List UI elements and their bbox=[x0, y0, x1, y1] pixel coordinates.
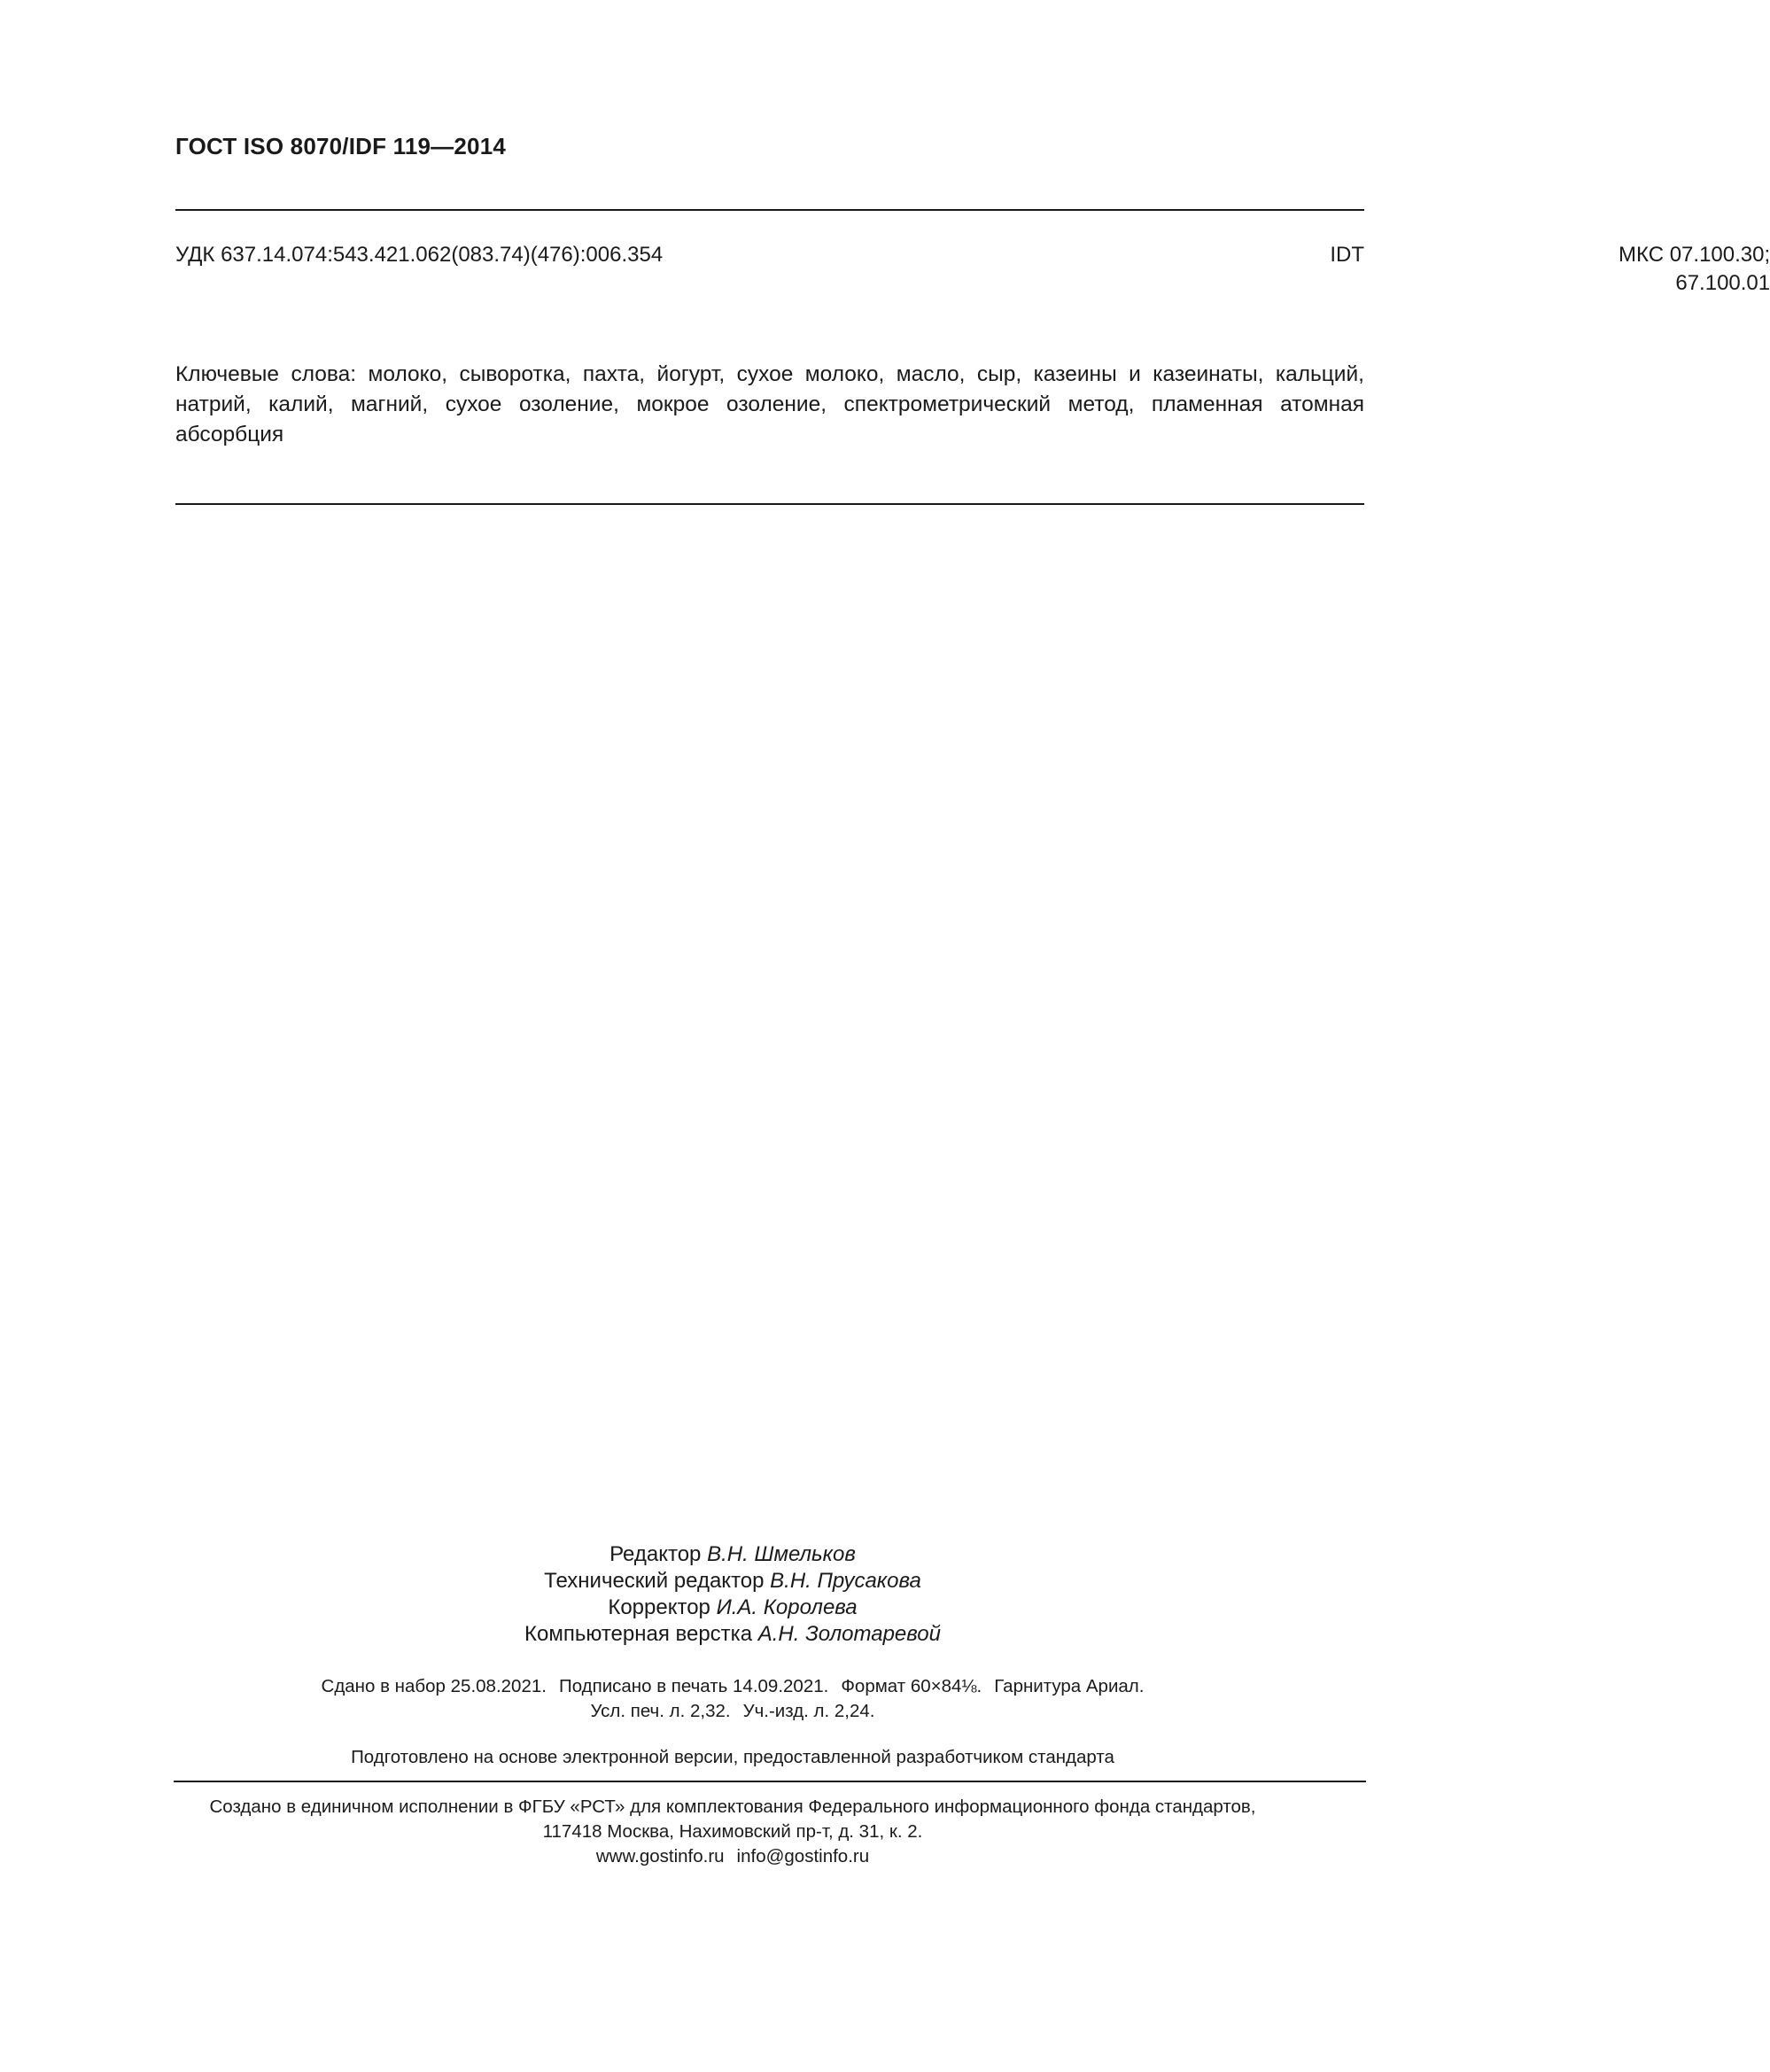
typeface: Гарнитура Ариал. bbox=[994, 1676, 1145, 1696]
tech-editor-name: В.Н. Прусакова bbox=[770, 1569, 921, 1593]
website-link[interactable]: www.gostinfo.ru bbox=[595, 1846, 725, 1866]
corrector-role: Корректор bbox=[608, 1595, 710, 1619]
credit-layout bbox=[0, 1621, 1465, 1648]
credit-editor bbox=[0, 1541, 1465, 1568]
tech-editor-role: Технический редактор bbox=[544, 1569, 765, 1593]
footer-line-2: 117418 Москва, Нахимовский пр-т, д. 31, к. 2. bbox=[542, 1821, 923, 1842]
signed-date: Подписано в печать 14.09.2021. bbox=[558, 1676, 829, 1696]
editor-role: Редактор bbox=[609, 1542, 702, 1566]
mks-line-1: МКС 07.100.30; bbox=[1619, 243, 1770, 267]
keywords-divider bbox=[175, 503, 1364, 505]
credit-tech-editor bbox=[0, 1568, 1465, 1595]
publisher-sheets: Уч.-изд. л. 2,24. bbox=[742, 1701, 875, 1721]
print-sheets: Усл. печ. л. 2,32. bbox=[590, 1701, 731, 1721]
print-info-line-2 bbox=[0, 1699, 1465, 1724]
footer-line-1: Создано в единичном исполнении в ФГБУ «РСТ» для комплектования Федерального информационного фонда стандартов, bbox=[209, 1797, 1256, 1817]
footer-line-3 bbox=[0, 1844, 1465, 1869]
footer-divider bbox=[174, 1781, 1366, 1782]
mks-line-2: 67.100.01 bbox=[1675, 271, 1770, 295]
print-info-line-1 bbox=[0, 1674, 1465, 1699]
keywords-paragraph: Ключевые слова: молоко, сыворотка, пахта, йогурт, сухое молоко, масло, сыр, казеины и казеинаты, кальций, натрий, калий, магний, сухое озоление, мокрое озоление, спектрометрический метод, пламенная атомная абсорбция bbox=[175, 362, 1364, 446]
udk-code: УДК 637.14.074:543.421.062(083.74)(476):006.354 bbox=[175, 243, 664, 267]
submitted-date: Сдано в набор 25.08.2021. bbox=[321, 1676, 547, 1696]
credit-corrector bbox=[0, 1595, 1465, 1621]
publisher-footer bbox=[0, 1795, 1465, 1869]
corrector-name: И.А. Королева bbox=[716, 1595, 858, 1619]
credits-block bbox=[0, 1541, 1465, 1648]
layout-name: А.Н. Золотаревой bbox=[757, 1622, 941, 1646]
paper-format: Формат 60×84⅛. bbox=[841, 1676, 982, 1696]
prepared-note: Подготовлено на основе электронной версии, предоставленной разработчиком стандарта bbox=[351, 1747, 1114, 1767]
layout-role: Компьютерная верстка bbox=[524, 1622, 753, 1646]
top-divider bbox=[175, 209, 1364, 211]
email-link[interactable]: info@gostinfo.ru bbox=[736, 1846, 870, 1866]
identity-degree: IDT bbox=[1330, 243, 1364, 267]
editor-name: В.Н. Шмельков bbox=[707, 1542, 856, 1566]
print-info-block bbox=[0, 1674, 1465, 1724]
document-title: ГОСТ ISO 8070/IDF 119—2014 bbox=[175, 133, 507, 159]
